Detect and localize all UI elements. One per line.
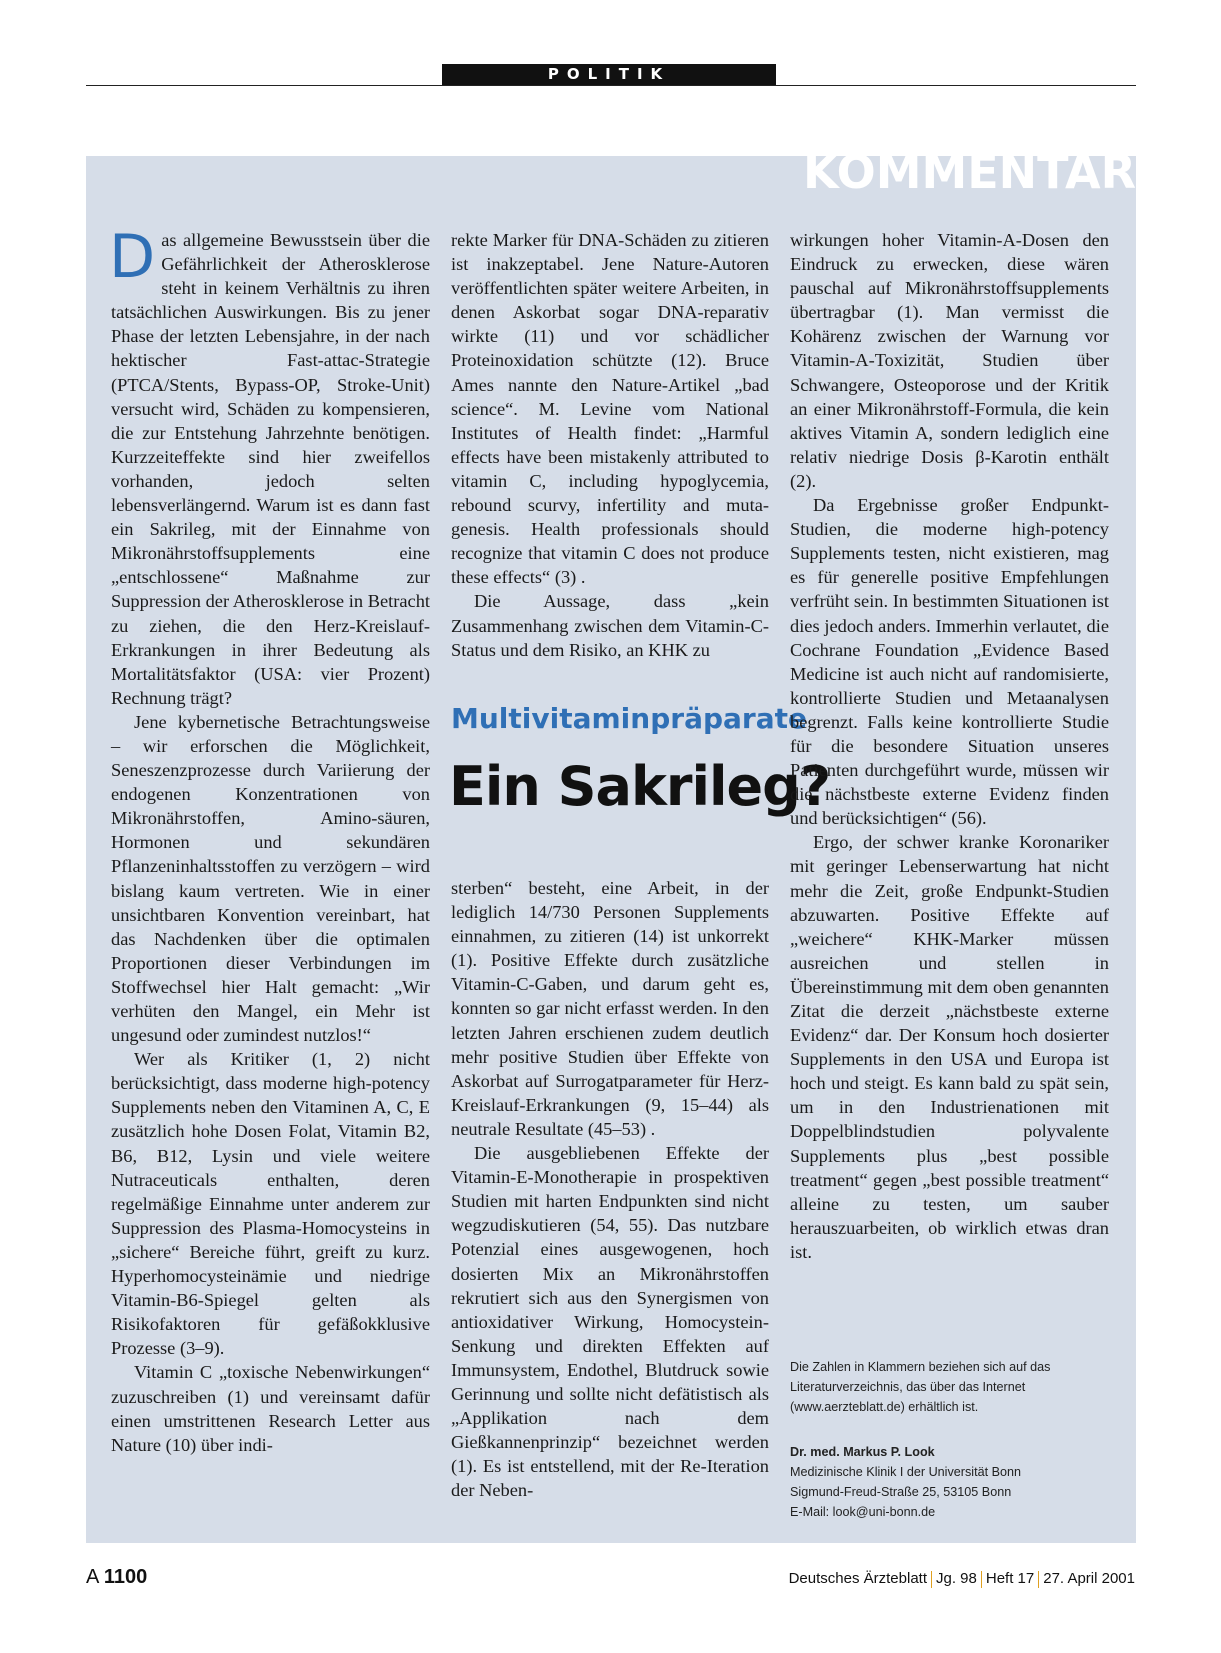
journal-issue: Heft 17 — [985, 1570, 1035, 1587]
author-block — [790, 1442, 1115, 1522]
author-affiliation: Medizinische Klinik I der Universität Bonn — [790, 1465, 1021, 1479]
column-1 — [109, 222, 430, 1457]
kommentar-banner: KOMMENTAR — [803, 145, 1136, 199]
paragraph: Die ausgebliebenen Effekte der Vitamin-E-Monotherapie in prospektiven Studien mit harten Endpunkten sind nicht wegzudiskutieren (54, 55). Das nutzbare Potenzial eines ausgewogenen, hoch dosierten Mix an Mikronährstoffen rekrutiert sich aus den Synergismen von antioxidativer Wirkung, Homocystein-Senkung und direkten Effekten auf Immunsystem, Endothel, Blutdruck sowie Gerinnung und sollte nicht defätistisch als „Applikation nach dem Gießkannenprinzip“ bezeichnet werden (1). Es ist entstellend, mit der Re-Iteration der Neben- — [451, 1143, 769, 1501]
article-headline: Ein Sakrileg? — [449, 755, 831, 818]
author-address: Sigmund-Freud-Straße 25, 53105 Bonn — [790, 1485, 1012, 1499]
author-name: Dr. med. Markus P. Look — [790, 1445, 935, 1459]
page-number — [86, 1566, 147, 1589]
column-2-top — [451, 228, 769, 662]
journal-footer — [789, 1570, 1135, 1588]
article-subhead: Multivitaminpräparate — [451, 702, 807, 735]
paragraph: Vitamin C „toxische Nebenwirkungen“ zuzuschreiben (1) und vereinsamt dafür einen umstrittenen Research Letter aus Nature (10) über indi- — [111, 1362, 430, 1455]
column-2-bottom — [451, 876, 769, 1502]
divider — [981, 1571, 982, 1588]
paragraph: Jene kybernetische Betrachtungsweise – wir erforschen die Möglichkeit, Seneszenzprozesse durch Variierung der endogenen Konzentrationen von Mikronährstoffen, Amino-säuren, Hormonen und sekundären Pflanzeninhaltsstoffen zu verzögern – wird bislang kaum vertreten. Wie in einer unsichtbaren Konvention vereinbart, hat das Nachdenken über die optimalen Proportionen dieser Verbindungen im Stoffwechsel hier Halt gemacht: „Wir verhüten den Mangel, ein Mehr ist ungesund oder zumindest nutzlos!“ — [111, 711, 430, 1046]
paragraph: rekte Marker für DNA-Schäden zu zitieren ist inakzeptabel. Jene Nature-Autoren veröffentlichten später weitere Arbeiten, in denen Askorbat sogar DNA-reparativ wirkte (11) und vor schädlicher Proteinoxidation schützte (12). Bruce Ames nannte den Nature-Artikel „bad science“. M. Levine vom National Institutes of Health findet: „Harmful effects have been mistakenly attributed to vitamin C, including hypoglycemia, rebound scurvy, infertility and muta-genesis. Health professionals should recognize that vitamin C does not produce these effects“ (3) . — [451, 230, 769, 588]
paragraph: Wer als Kritiker (1, 2) nicht berücksichtigt, dass moderne high-potency Supplements neben den Vitaminen A, C, E zusätzlich hohe Dosen Folat, Vitamin B2, B6, B12, Lysin und viele weitere Nutraceuticals enthalten, deren regelmäßige Einnahme unter anderem zur Suppression des Plasma-Homocysteins in „sichere“ Bereiche führt, greift zu kurz. Hyperhomocysteinämie und niedrige Vitamin-B6-Spiegel gelten als Risikofaktoren für gefäßokklusive Prozesse (3–9). — [111, 1049, 430, 1359]
dropcap: D — [109, 222, 156, 292]
divider — [1038, 1571, 1039, 1588]
author-email: E-Mail: look@uni-bonn.de — [790, 1505, 936, 1519]
divider — [931, 1571, 932, 1588]
paragraph: Die Aussage, dass „kein Zusammenhang zwischen dem Vitamin-C-Status und dem Risiko, an KHK zu — [451, 591, 769, 660]
paragraph — [109, 222, 430, 710]
journal-name: Deutsches Ärzteblatt — [788, 1570, 927, 1587]
page-number-value: 1100 — [103, 1566, 148, 1588]
reference-note: Die Zahlen in Klammern beziehen sich auf das Literaturverzeichnis, das über das Internet (www.aerzteblatt.de) erhältlich ist. — [790, 1360, 1051, 1414]
paragraph: Ergo, der schwer kranke Koronariker mit geringer Lebenserwartung hat nicht mehr die Zeit, große Endpunkt-Studien abzuwarten. Positive Effekte auf „weichere“ KHK-Marker müssen ausreichen und stellen in Übereinstimmung mit dem oben genannten Zitat die derzeit „nächstbeste externe Evidenz“ dar. Der Konsum hoch dosierter Supplements in den USA und Europa ist hoch und steigt. Es kann bald zu spät sein, um in den Industrienationen mit Doppelblindstudien polyvalente Supplements plus „best possible treatment“ gegen „best possible treatment“ alleine zu testen, um sauber herauszuarbeiten, ob wirklich etwas dran ist. — [790, 832, 1109, 1262]
paragraph: wirkungen hoher Vitamin-A-Dosen den Eindruck zu erwecken, diese wären pauschal auf Mikronährstoffsupplements übertragbar (1). Man vermisst die Kohärenz zwischen der Warnung vor Vitamin-A-Toxizität, Studien über Schwangere, Osteoporose und der Kritik an einer Mikronährstoff-Formula, die kein aktives Vitamin A, sondern lediglich eine relativ niedrige Dosis β-Karotin enthält (2). — [790, 230, 1109, 491]
section-label: POLITIK — [442, 64, 776, 85]
paragraph-text: as allgemeine Bewusstsein über die Gefährlichkeit der Atherosklerose steht in keinem Verhältnis zu ihren tatsächlichen Auswirkungen. Bis zu jener Phase der letzten Lebensjahre, in der nach hektischer Fast-attac-Strategie (PTCA/Stents, Bypass-OP, Stroke-Unit) versucht wird, Schäden zu kompensieren, die zur Entstehung Jahrzehnte benötigen. Kurzzeiteffekte sind hier zweifellos vorhanden, jedoch selten lebensverlängernd. Warum ist es dann fast ein Sakrileg, mit der Einnahme von Mikronährstoffsupplements eine „entschlossene“ Maßnahme zur Suppression der Atherosklerose in Betracht zu ziehen, die den Herz-Kreislauf-Erkrankungen in ihrer Bedeutung als Mortalitätsfaktor (USA: vier Prozent) Rechnung trägt? — [111, 230, 430, 708]
page-prefix: A — [86, 1566, 99, 1588]
journal-date: 27. April 2001 — [1043, 1570, 1135, 1587]
paragraph: Da Ergebnisse großer Endpunkt-Studien, die moderne high-potency Supplements testen, nicht existieren, mag es für generelle positive Empfehlungen verfrüht sein. In bestimmten Situationen ist dies jedoch anders. Immerhin verlautet, die Cochrane Foundation „Evidence Based Medicine ist auch nicht auf randomisierte, kontrollierte Studien und Metaanalysen begrenzt. Falls keine kontrollierte Studie für die besondere Situation unseres Patienten durchgeführt wurde, müssen wir die nächstbeste externe Evidenz finden und berücksichtigen“ (56). — [790, 495, 1109, 829]
journal-volume: Jg. 98 — [936, 1570, 977, 1587]
paragraph: sterben“ besteht, eine Arbeit, in der lediglich 14/730 Personen Supplements einnahmen, zu zitieren (14) ist unkorrekt (1). Positive Effekte durch zusätzliche Vitamin-C-Gaben, und darum geht es, konnten so gar nicht erfasst werden. In den letzten Jahren erschienen zudem deutlich mehr positive Studien über Effekte von Askorbat auf Surrogatparameter für Herz-Kreislauf-Erkrankungen (9, 15–44) als neutrale Resultate (45–53) . — [451, 878, 769, 1139]
column-3 — [790, 228, 1109, 1264]
header-rule — [86, 85, 1136, 86]
